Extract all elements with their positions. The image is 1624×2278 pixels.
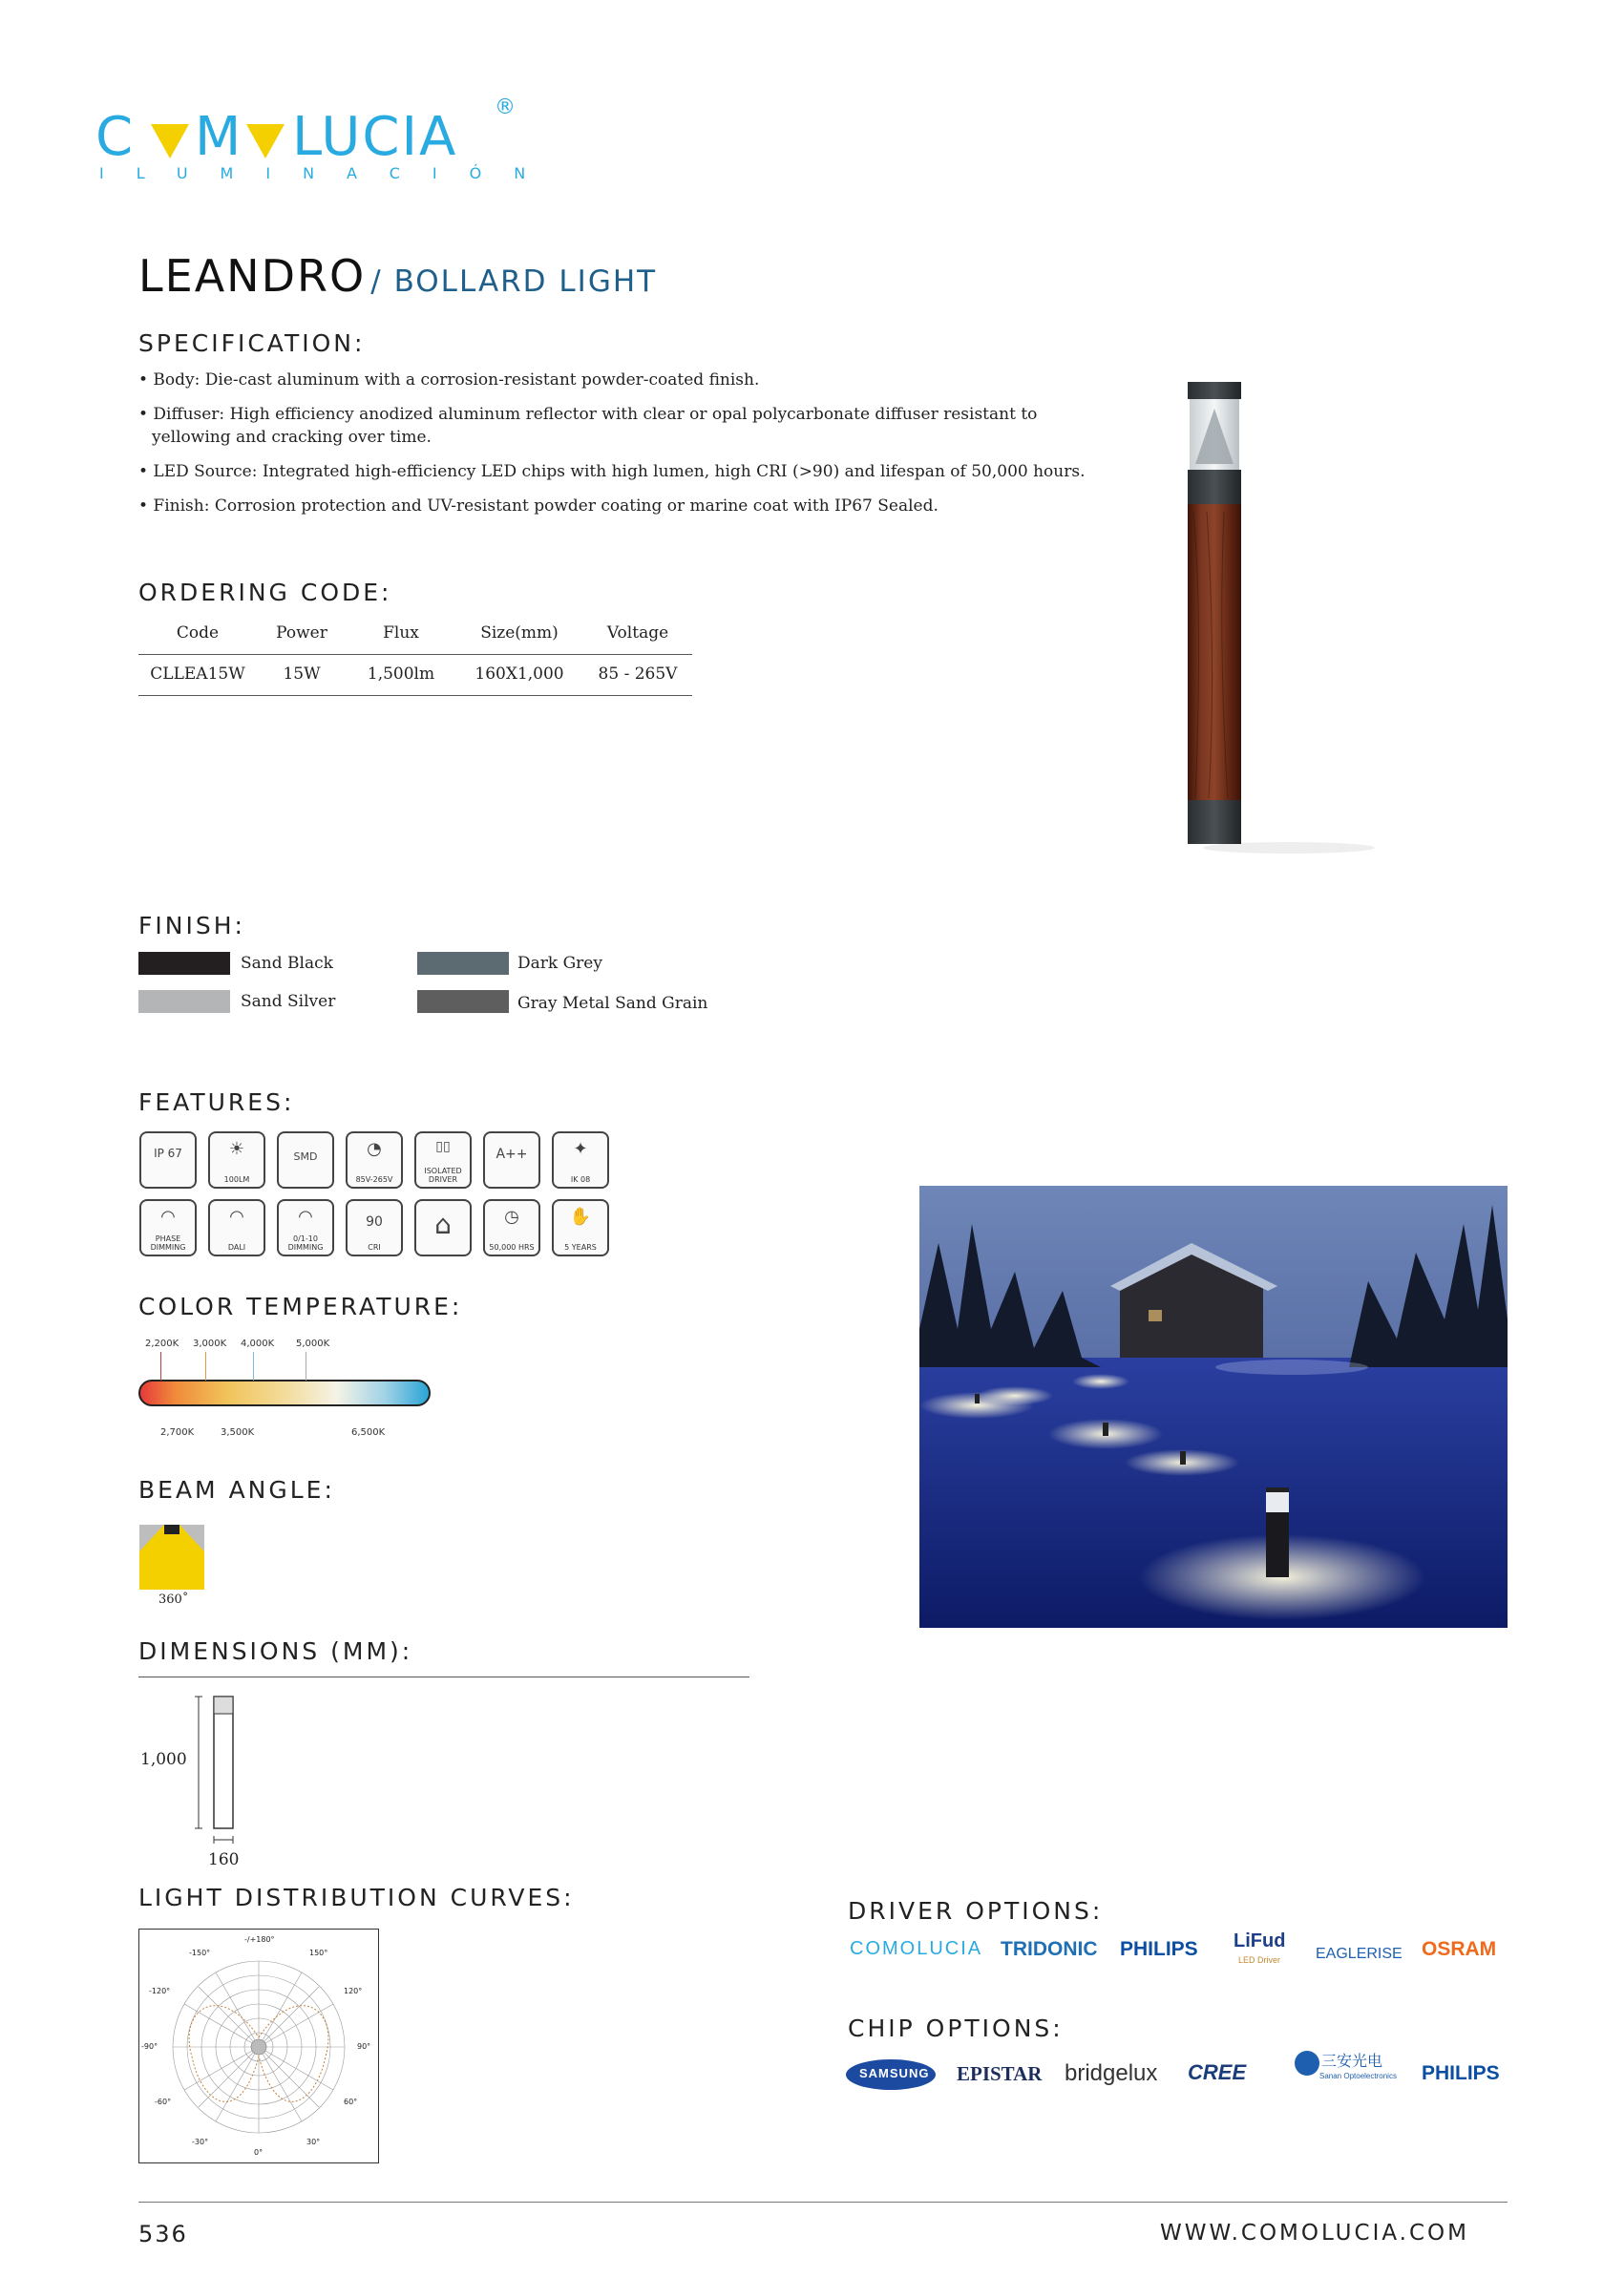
column-header: Code: [138, 616, 257, 655]
table-row: [138, 655, 692, 696]
column-header: Flux: [347, 616, 455, 655]
finish-label: Gray Metal Sand Grain: [517, 994, 708, 1013]
finish-swatch-sand-silver: [138, 990, 230, 1013]
chip-brand-epistar: EPISTAR: [957, 2062, 1043, 2085]
cct-label: 3,500K: [221, 1427, 255, 1438]
polar-angle-label: 30°: [306, 2138, 321, 2146]
spec-item: • Diffuser: High efficiency anodized aluminum reflector with clear or opal polycarbonate diffuser resistant to yellowing and cracking over time.: [138, 405, 1038, 447]
features-heading: FEATURES:: [138, 1088, 295, 1116]
finish-swatch-gray-metal: [417, 990, 509, 1013]
phase-dimming-icon: ◠ PHASE DIMMING: [139, 1199, 197, 1256]
beam-angle-value: 360˚: [158, 1592, 189, 1607]
voltage-plug-icon: ◔ 85V-265V: [346, 1131, 403, 1189]
svg-text:LUCIA: LUCIA: [292, 106, 458, 168]
smd-chip-icon: SMD: [277, 1131, 334, 1189]
driver-brand-eaglerise: EAGLERISE: [1316, 1946, 1403, 1962]
dimension-height: 1,000: [140, 1750, 187, 1769]
cct-gradient-bar: [138, 1380, 431, 1406]
chip-brand-philips: PHILIPS: [1422, 2062, 1500, 2084]
finish-label: Dark Grey: [517, 954, 602, 973]
column-header: Power: [257, 616, 347, 655]
specification-list: [138, 369, 1112, 529]
registered-mark: ®: [495, 95, 516, 119]
product-image: [1174, 378, 1375, 855]
chip-brand-samsung: SAMSUNG: [859, 2066, 930, 2080]
warranty-handshake-icon: ✋ 5 YEARS: [552, 1199, 609, 1256]
chip-brand-bridgelux: bridgelux: [1065, 2060, 1158, 2086]
spec-item: • Finish: Corrosion protection and UV-resistant powder coating or marine coat with IP67 Sealed.: [138, 496, 939, 516]
column-header: Voltage: [583, 616, 692, 655]
table-header-row: [138, 616, 692, 655]
ordering-table: [138, 616, 692, 696]
finish-swatch-sand-black: [138, 952, 230, 975]
cct-tick: [205, 1352, 206, 1381]
impact-rating-icon: ✦ IK 08: [552, 1131, 609, 1189]
beam-angle-icon: [139, 1525, 204, 1590]
finish-heading: FINISH:: [138, 912, 245, 939]
polar-angle-label: -120°: [149, 1987, 171, 1995]
table-cell: 160X1,000: [455, 655, 583, 696]
installation-photo: [919, 1186, 1508, 1628]
polar-chart: [138, 1929, 379, 2163]
brand-logo: [95, 95, 559, 186]
finish-label: Sand Silver: [241, 992, 336, 1011]
dimension-width: 160: [208, 1850, 240, 1869]
cct-label: 2,200K: [145, 1339, 179, 1349]
cct-label: 4,000K: [241, 1339, 275, 1349]
svg-text:C: C: [95, 106, 139, 168]
cct-label: 3,000K: [193, 1339, 227, 1349]
cct-label: 6,500K: [351, 1427, 386, 1438]
dali-icon: ◠ DALI: [208, 1199, 265, 1256]
polar-angle-label: 150°: [309, 1949, 328, 1957]
polar-angle-label: 0°: [254, 2148, 264, 2157]
finish-label: Sand Black: [241, 954, 333, 973]
lumen-bulb-icon: ☀ 100LM: [208, 1131, 265, 1189]
cct-label: 5,000K: [296, 1339, 330, 1349]
table-cell: 1,500lm: [347, 655, 455, 696]
isolated-driver-icon: ▯▯ ISOLATED DRIVER: [414, 1131, 472, 1189]
driver-brand-osram: OSRAM: [1422, 1938, 1497, 1960]
product-category: / BOLLARD LIGHT: [370, 264, 658, 299]
beam-angle-heading: BEAM ANGLE:: [138, 1476, 335, 1504]
lifespan-clock-icon: ◷ 50,000 HRS: [483, 1199, 540, 1256]
ip67-icon: IP 67: [139, 1131, 197, 1189]
polar-angle-label: 60°: [344, 2098, 358, 2106]
product-name: LEANDRO: [138, 250, 367, 302]
table-cell: 85 - 265V: [583, 655, 692, 696]
sanan-logo-icon: [1295, 2051, 1319, 2076]
driver-brand-lifud-sub: LED Driver: [1238, 1955, 1281, 1965]
driver-brand-philips: PHILIPS: [1120, 1938, 1198, 1960]
driver-brand-comolucia: COMOLUCIA: [850, 1938, 983, 1959]
dimensions-heading: DIMENSIONS (MM):: [138, 1637, 413, 1665]
footer-divider: [138, 2202, 1508, 2203]
polar-angle-label: -90°: [141, 2042, 158, 2051]
cri-icon: 90 CRI: [346, 1199, 403, 1256]
spec-item: • LED Source: Integrated high-efficiency LED chips with high lumen, high CRI (>90) and lifespan of 50,000 hours.: [138, 462, 1086, 481]
cct-tick: [253, 1352, 254, 1381]
chip-options-heading: CHIP OPTIONS:: [848, 2014, 1064, 2042]
cct-label: 2,700K: [160, 1427, 195, 1438]
logo-tagline: ILUMINACIÓN: [99, 164, 559, 182]
svg-text:M: M: [195, 106, 242, 168]
driver-options-heading: DRIVER OPTIONS:: [848, 1897, 1104, 1925]
ordering-heading: ORDERING CODE:: [138, 579, 392, 606]
finish-swatch-dark-grey: [417, 952, 509, 975]
color-temperature-heading: COLOR TEMPERATURE:: [138, 1293, 463, 1320]
driver-brand-tridonic: TRIDONIC: [1001, 1938, 1098, 1960]
page-title: [138, 250, 657, 302]
table-cell: 15W: [257, 655, 347, 696]
page-number: 536: [138, 2221, 188, 2247]
polar-angle-label: -60°: [155, 2098, 172, 2106]
analog-dimming-icon: ◠ 0/1-10 DIMMING: [277, 1199, 334, 1256]
polar-angle-label: -30°: [192, 2138, 209, 2146]
website-link[interactable]: WWW.COMOLUCIA.COM: [1160, 2221, 1470, 2246]
chip-brand-sanan: 三安光电: [1321, 2054, 1383, 2070]
specification-heading: SPECIFICATION:: [138, 329, 366, 357]
polar-angle-label: -/+180°: [244, 1935, 275, 1944]
chip-brand-sanan-sub: Sanan Optoelectronics: [1319, 2072, 1397, 2080]
driver-brand-lifud: LiFud: [1234, 1930, 1286, 1951]
polar-angle-label: 120°: [344, 1987, 363, 1995]
energy-class-icon: A++: [483, 1131, 540, 1189]
polar-angle-label: 90°: [357, 2042, 371, 2051]
distribution-heading: LIGHT DISTRIBUTION CURVES:: [138, 1884, 575, 1911]
table-cell: CLLEA15W: [138, 655, 257, 696]
cct-tick: [160, 1352, 161, 1381]
polar-angle-label: -150°: [189, 1949, 211, 1957]
spec-item: • Body: Die-cast aluminum with a corrosion-resistant powder-coated finish.: [138, 370, 760, 390]
chip-brand-cree: CREE: [1188, 2060, 1247, 2084]
dimension-drawing: [191, 1695, 248, 1847]
column-header: Size(mm): [455, 616, 583, 655]
outdoor-house-icon: ⌂: [414, 1199, 472, 1256]
